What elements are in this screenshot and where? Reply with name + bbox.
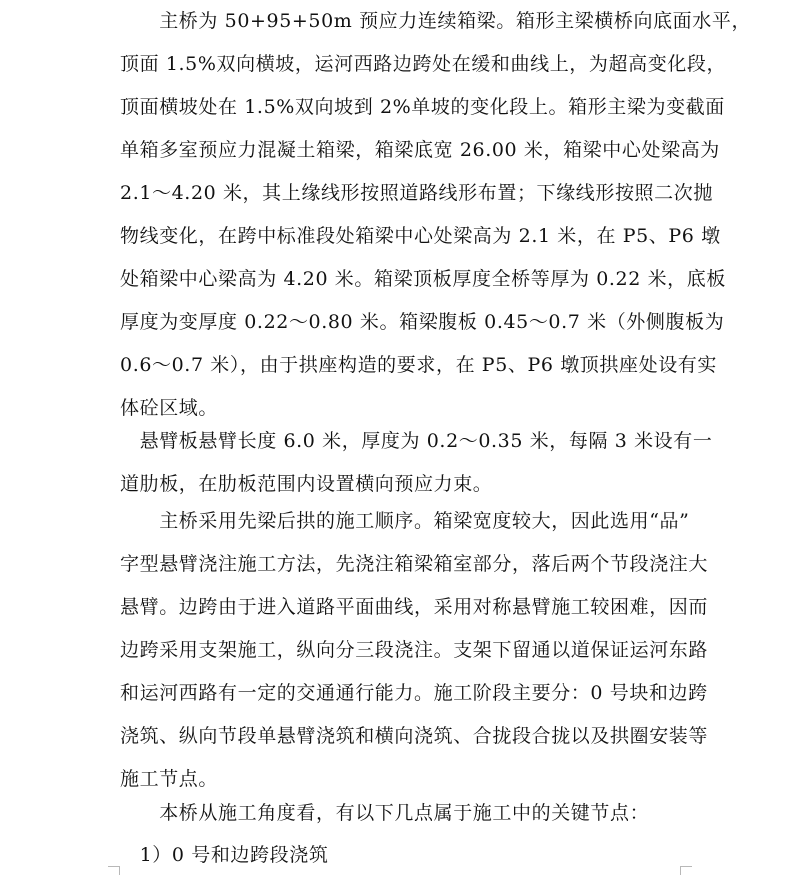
text-line: 和运河西路有一定的交通通行能力。施工阶段主要分：0 号块和边跨 [120, 682, 708, 704]
text-line: 本桥从施工角度看，有以下几点属于施工中的关键节点： [120, 802, 650, 824]
text-line: 浇筑、纵向节段单悬臂浇筑和横向浇筑、合拢段合拢以及拱圈安装等 [120, 725, 709, 747]
text-line: 处箱梁中心梁高为 4.20 米。箱梁顶板厚度全桥等厚为 0.22 米，底板 [120, 268, 726, 290]
text-line: 施工节点。 [120, 768, 219, 790]
page-margin-corner-mark-right-horizontal [680, 866, 692, 867]
list-item-key-node-1 [120, 834, 680, 877]
text-line: 单箱多室预应力混凝土箱梁，箱梁底宽 26.00 米，箱梁中心处梁高为 [120, 139, 720, 161]
text-line: 0.6～0.7 米），由于拱座构造的要求，在 P5、P6 墩顶拱座处设有实 [120, 354, 717, 376]
text-line: 物线变化，在跨中标准段处箱梁中心处梁高为 2.1 米，在 P5、P6 墩 [120, 225, 721, 247]
text-line: 悬臂。边跨由于进入道路平面曲线，采用对称悬臂施工较困难，因而 [120, 596, 709, 618]
text-line: 悬臂板悬臂长度 6.0 米，厚度为 0.2～0.35 米，每隔 3 米设有一 [120, 430, 713, 452]
text-line: 厚度为变厚度 0.22～0.80 米。箱梁腹板 0.45～0.7 米（外侧腹板为 [120, 311, 725, 333]
text-line: 主桥采用先梁后拱的施工顺序。箱梁宽度较大，因此选用“品” [120, 510, 690, 532]
paragraph-main-bridge [120, 0, 752, 430]
text-line: 道肋板，在肋板范围内设置横向预应力束。 [120, 473, 493, 495]
text-line: 2.1～4.20 米，其上缘线形按照道路线形布置；下缘线形按照二次抛 [120, 182, 713, 204]
paragraph-key-nodes-intro [120, 792, 680, 835]
text-line: 体砼区域。 [120, 397, 219, 419]
text-line: 主桥为 50+95+50m 预应力连续箱梁。箱形主梁横桥向底面水平， [120, 10, 752, 32]
page-margin-corner-mark-left-horizontal [108, 866, 120, 867]
paragraph-cantilever-slab [120, 420, 713, 506]
page-margin-corner-mark-left [110, 867, 120, 875]
text-line: 字型悬臂浇注施工方法，先浇注箱梁箱室部分，落后两个节段浇注大 [120, 553, 709, 575]
text-line: 1）0 号和边跨段浇筑 [120, 844, 329, 866]
text-line: 边跨采用支架施工，纵向分三段浇注。支架下留通以道保证运河东路 [120, 639, 709, 661]
page-margin-corner-mark-right [680, 867, 690, 875]
text-line: 顶面 1.5%双向横坡，运河西路边跨处在缓和曲线上，为超高变化段， [120, 53, 727, 75]
text-line: 顶面横坡处在 1.5%双向坡到 2%单坡的变化段上。箱形主梁为变截面 [120, 96, 725, 118]
paragraph-construction-sequence [120, 500, 709, 801]
